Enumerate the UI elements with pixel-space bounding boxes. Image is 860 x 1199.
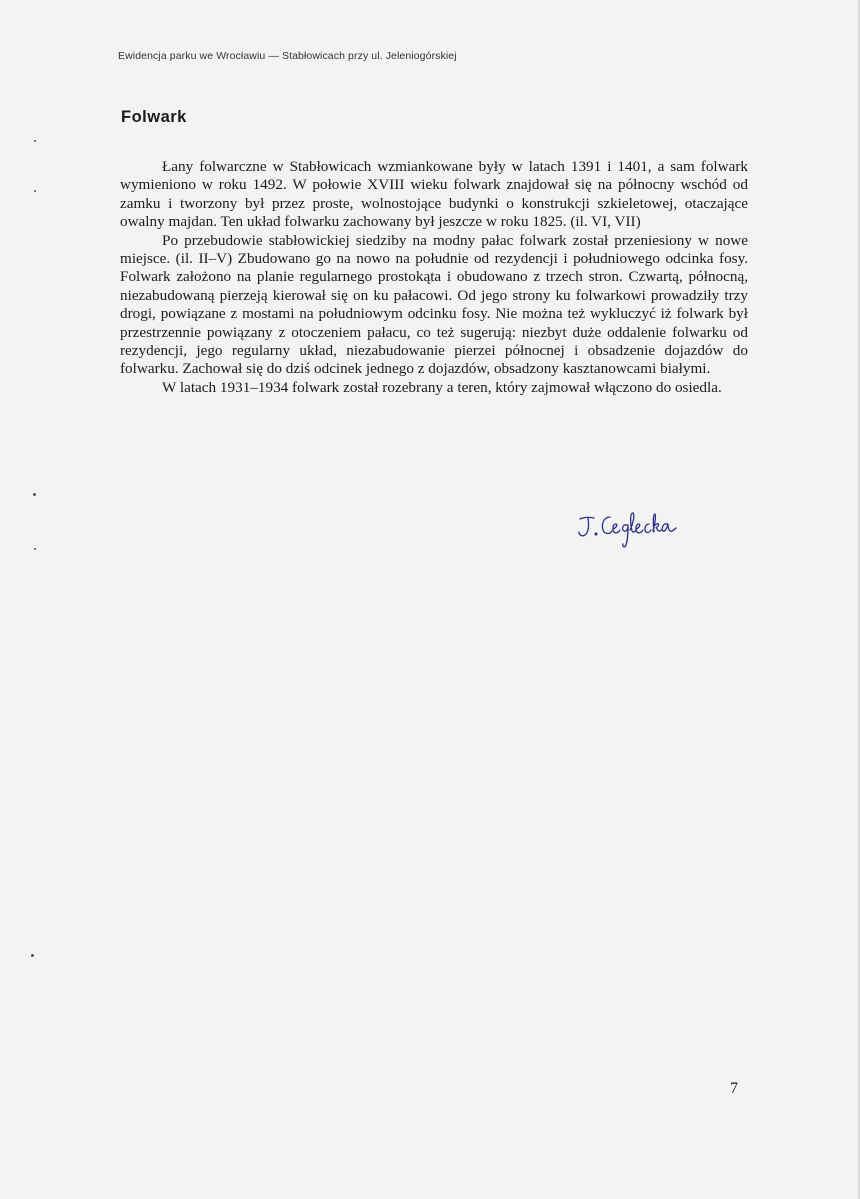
body-text: [120, 158, 748, 397]
paragraph: Łany folwarczne w Stabłowicach wzmiankowane były w latach 1391 i 1401, a sam folwark wymieniono w roku 1492. W połowie XVIII wieku folwark znajdował się na północny wschód od zamku i tworzony był przez proste, wolnostojące budynki o konstrukcji szkieletowej, otaczające owalny majdan. Ten układ folwarku zachowany był jeszcze w roku 1825. (il. VI, VII): [120, 158, 748, 231]
paragraph: Po przebudowie stabłowickiej siedziby na modny pałac folwark został przeniesiony w nowe miejsce. (il. II–V) Zbudowano go na nowo na południe od rezydencji i południowego odcinka fosy. Folwark założono na planie regularnego prostokąta i obudowano z trzech stron. Czwartą, północną, niezabudowaną pierzeją kierował się on ku pałacowi. Od jego strony ku folwarkowi prowadziły trzy drogi, powiązane z mostami na południowym odcinku fosy. Nie można też wykluczyć iż folwark był przestrzennie powiązany z otoczeniem pałacu, co też sugerują: niezbyt duże oddalenie folwarku od rezydencji, jego regularny układ, niezabudowanie pierzei północnej i obsadzenie dojazdów do folwarku. Zachował się do dziś odcinek jednego z dojazdów, obsadzony kasztanowcami białymi.: [120, 231, 748, 378]
scan-speck: [31, 954, 34, 957]
running-header: Ewidencja parku we Wrocławiu — Stabłowicach przy ul. Jeleniogórskiej: [118, 50, 457, 62]
signature-strokes: [579, 513, 676, 547]
scan-speck: [34, 140, 36, 142]
scan-speck: [33, 493, 36, 496]
paragraph: W latach 1931–1934 folwark został rozebrany a teren, który zajmował włączono do osiedla.: [162, 378, 722, 396]
page-number: 7: [730, 1080, 738, 1097]
section-title: Folwark: [121, 108, 187, 126]
scan-speck: [34, 548, 36, 550]
scan-speck: [34, 190, 36, 192]
handwritten-signature: [572, 505, 682, 555]
